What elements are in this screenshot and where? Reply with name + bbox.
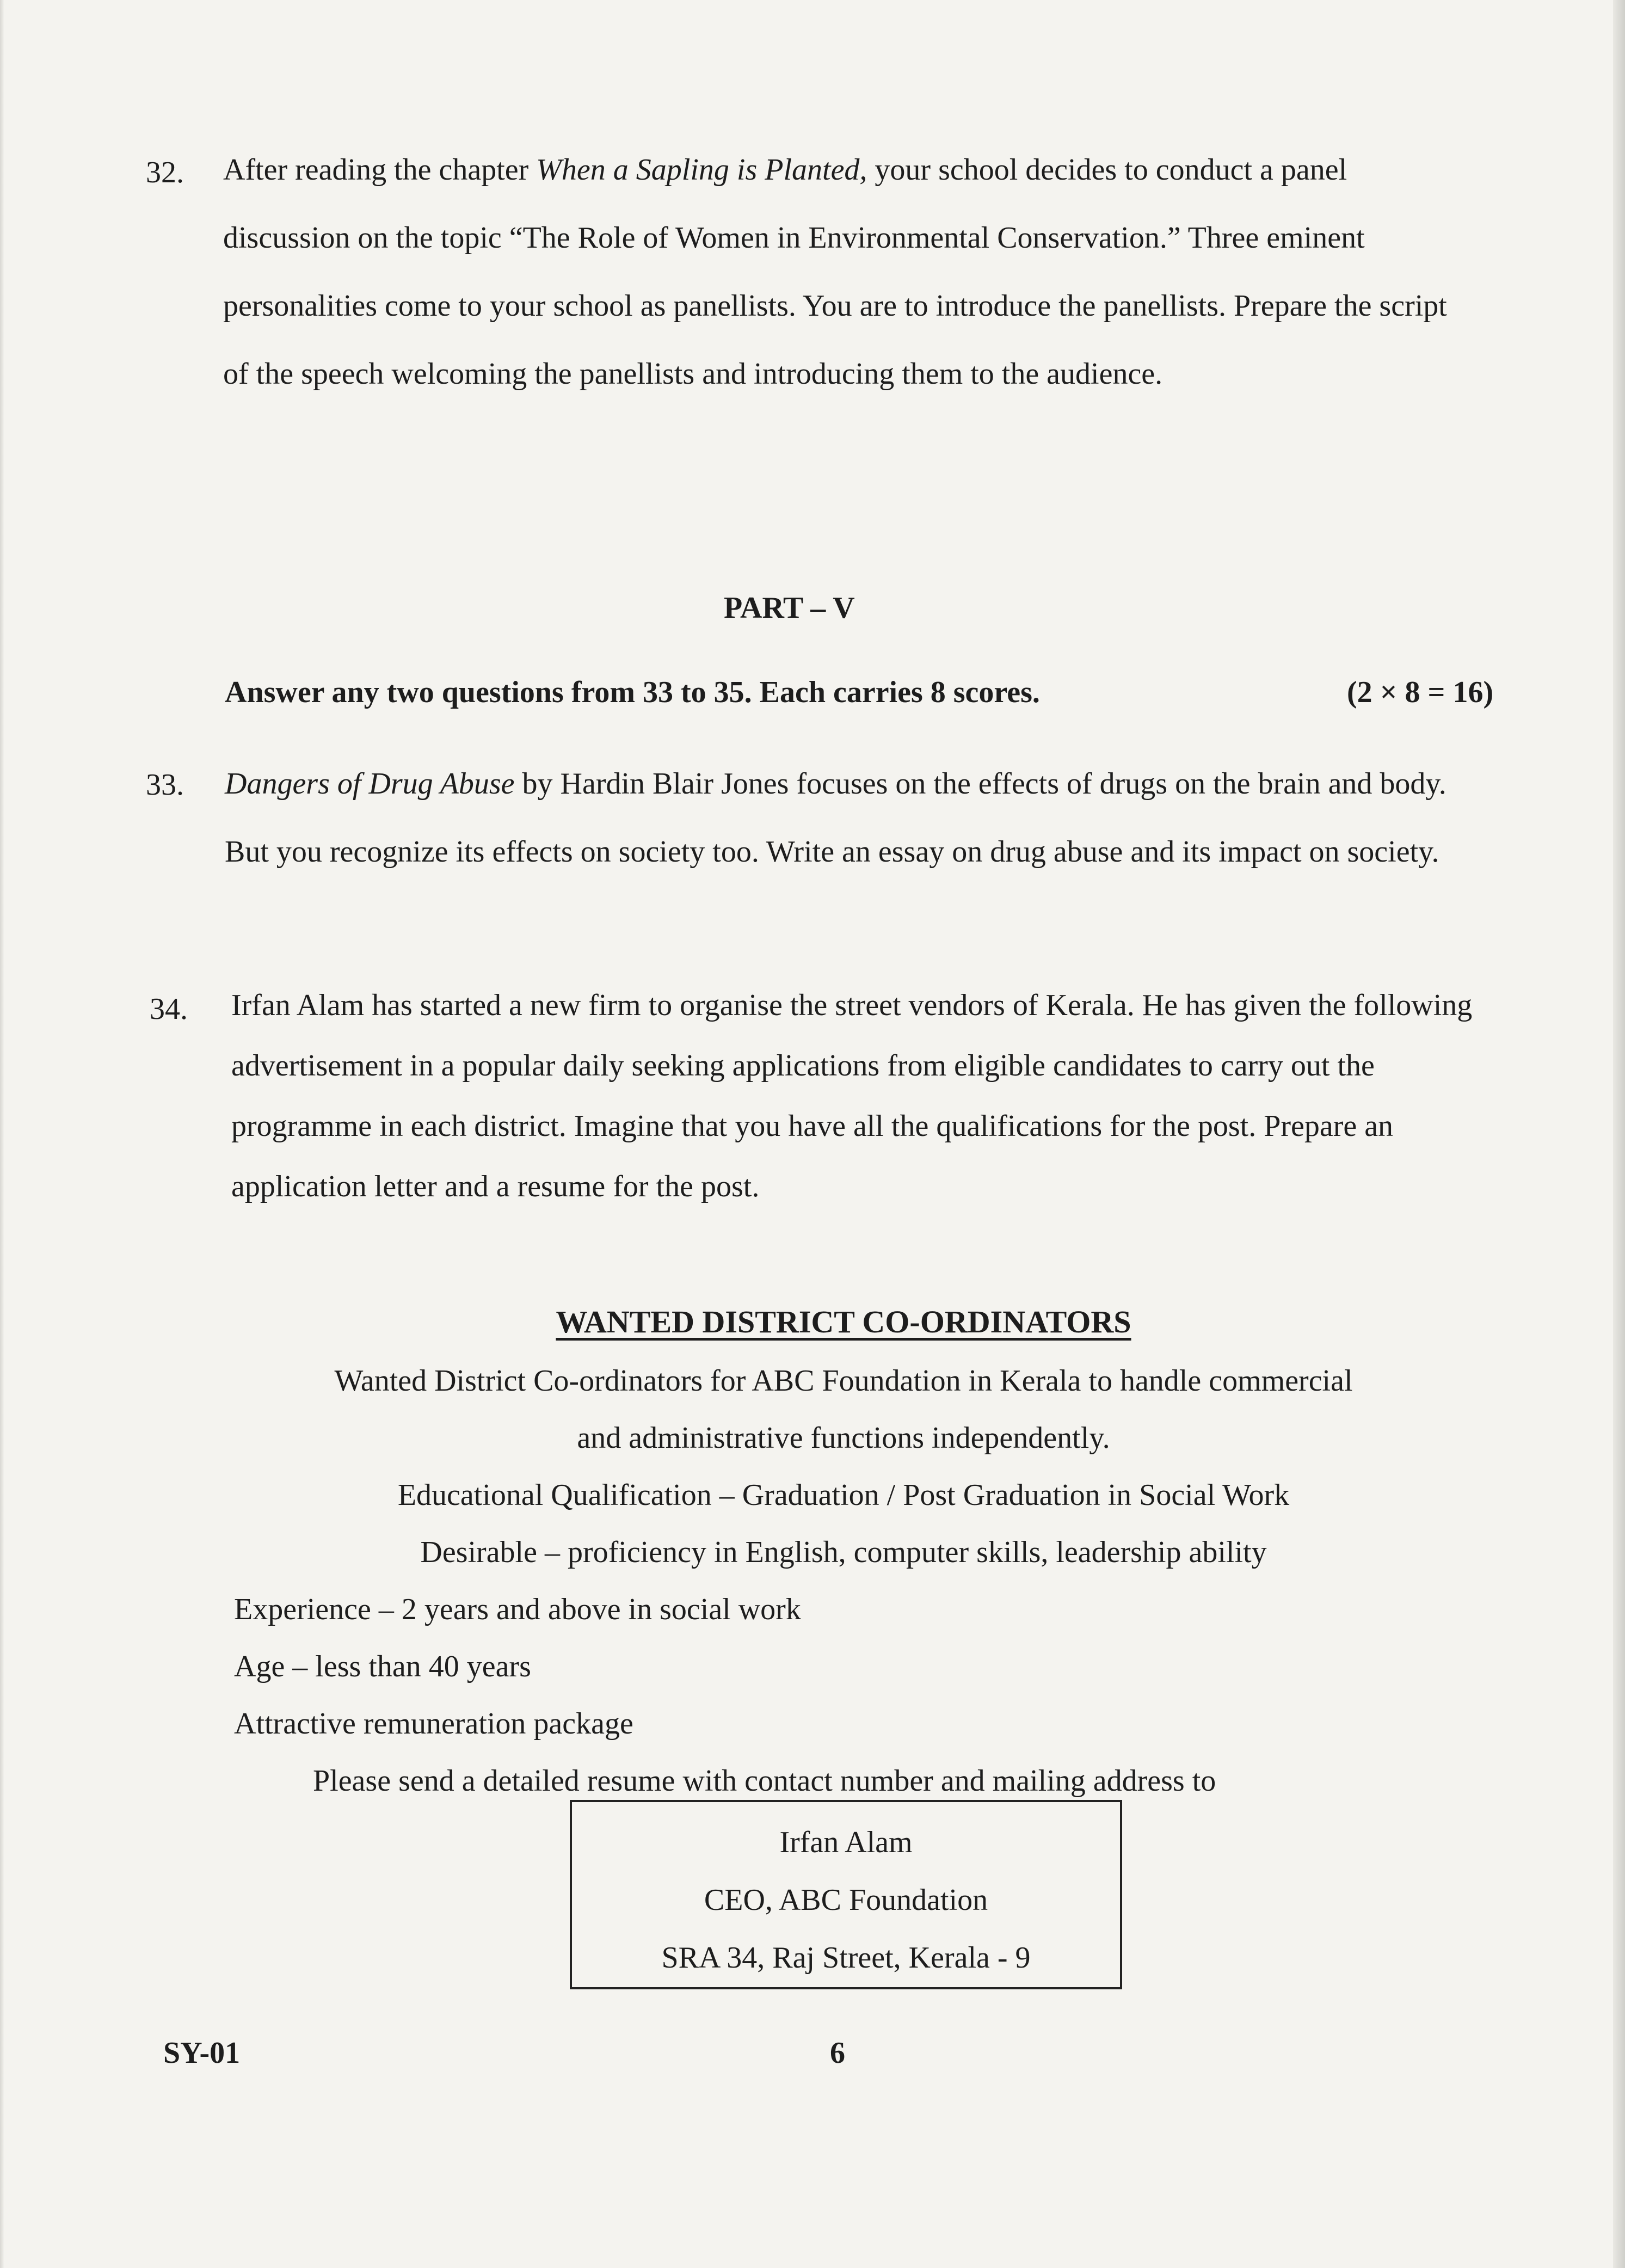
advert-age: Age – less than 40 years	[234, 1650, 531, 1683]
advert-send-instruction: Please send a detailed resume with contact number and mailing address to	[313, 1764, 1216, 1798]
question-33-body: by Hardin Blair Jones focuses on the effects of drugs on the brain and body. But you recognize its effects on society too. Write an essay on drug abuse and its impact on society.	[225, 767, 1447, 869]
question-33-number: 33.	[146, 768, 184, 802]
advert-title: WANTED DISTRICT CO-ORDINATORS	[556, 1304, 1131, 1339]
advert-qualification: Educational Qualification – Graduation / Post Graduation in Social Work	[397, 1478, 1290, 1512]
part-v-heading: PART – V	[724, 591, 855, 625]
advert-desirable: Desirable – proficiency in English, computer skills, leadership ability	[420, 1535, 1267, 1569]
advert-line-2: and administrative functions independently.	[577, 1421, 1110, 1455]
question-32-number: 32.	[146, 156, 184, 189]
question-32-pre: After reading the chapter	[223, 153, 537, 187]
page-left-edge	[0, 0, 4, 2268]
part-v-scores: (2 × 8 = 16)	[1347, 675, 1494, 709]
address-name: Irfan Alam	[779, 1826, 913, 1859]
advert-line-1: Wanted District Co-ordinators for ABC Foundation in Kerala to handle commercial	[334, 1364, 1353, 1398]
question-33-title: Dangers of Drug Abuse	[225, 767, 515, 801]
part-v-instruction: Answer any two questions from 33 to 35. Each carries 8 scores.	[225, 675, 1040, 709]
question-33-text	[225, 750, 1466, 886]
page-right-edge	[1613, 0, 1625, 2268]
question-34-number: 34.	[150, 992, 188, 1026]
question-32-post: your school decides to conduct a panel discussion on the topic “The Role of Women in Environmental Conservation.” Three eminent personalities come to your school as panellists. You are to introduce the panellists. Prepare the script of the speech welcoming the panellists and introducing them to the audience.	[223, 153, 1447, 391]
address-title: CEO, ABC Foundation	[704, 1883, 988, 1917]
advert-remuneration: Attractive remuneration package	[234, 1707, 633, 1741]
paper-code: SY-01	[163, 2036, 241, 2070]
question-34-text: Irfan Alam has started a new firm to organise the street vendors of Kerala. He has given the following advertisement in a popular daily seeking applications from eligible candidates to carry out the programme in each district. Imagine that you have all the qualifications for the post. Prepare an application letter and a resume for the post.	[231, 988, 1473, 1203]
address-box	[570, 1800, 1122, 1989]
address-street: SRA 34, Raj Street, Kerala - 9	[661, 1941, 1031, 1975]
advert-experience: Experience – 2 years and above in social work	[234, 1593, 801, 1626]
question-32-chapter-title: When a Sapling is Planted,	[536, 153, 867, 187]
question-32-text	[223, 136, 1464, 408]
page-number: 6	[830, 2036, 845, 2070]
